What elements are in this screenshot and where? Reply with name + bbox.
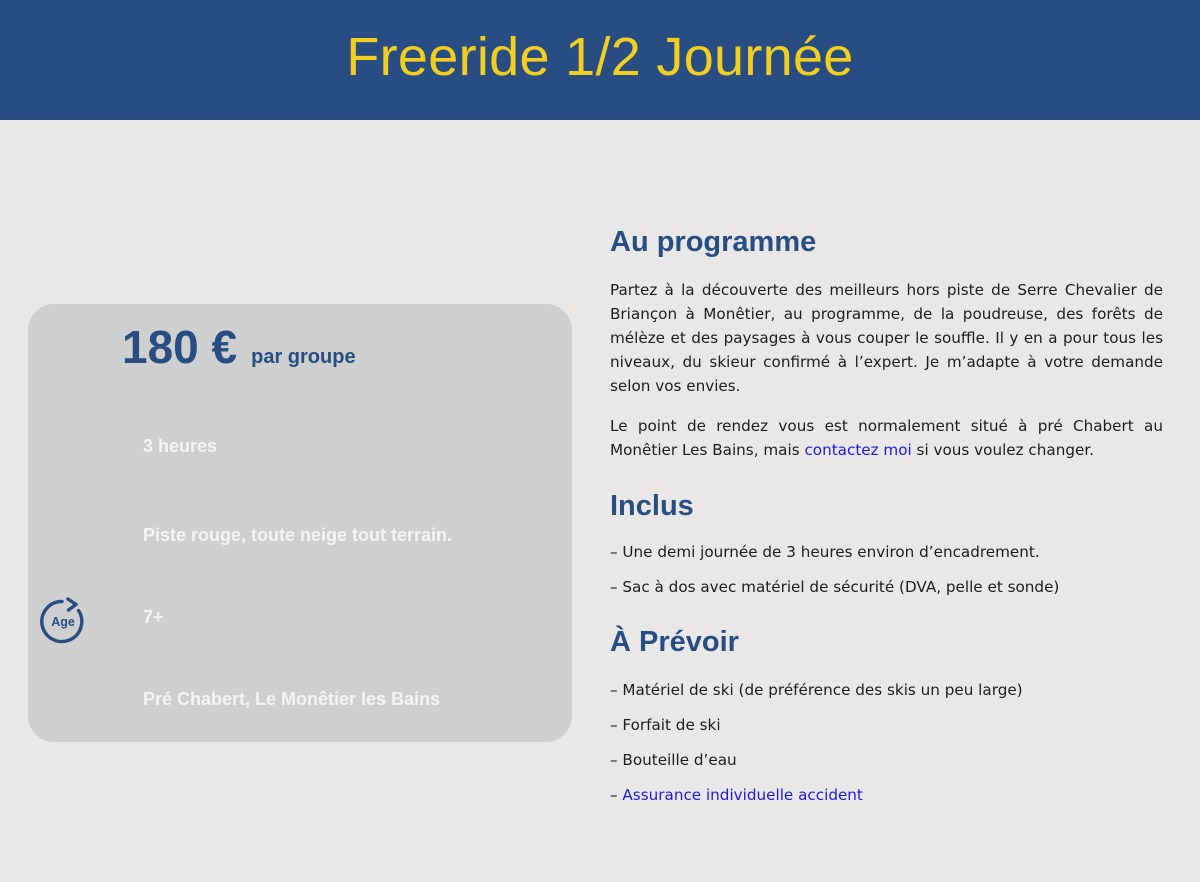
offer-summary-card: [28, 304, 572, 742]
age-icon: [38, 594, 90, 646]
programme-paragraph: Partez à la découverte des meilleurs hors piste de Serre Chevalier de Briançon à Monêtier, au programme, de la poudreuse, des forêts de mélèze et des paysages à vous couper le souffle. Il y en a pour tous les niveaux, du skieur confirmé à l’expert. Je m’adapte à votre demande selon vos envies.: [610, 281, 1163, 395]
programme-heading: Au programme: [610, 226, 817, 258]
prevoir-heading: À Prévoir: [610, 626, 739, 658]
contact-link[interactable]: contactez moi: [804, 441, 912, 459]
inclus-list: [610, 540, 1163, 599]
location-text: Pré Chabert, Le Monêtier les Bains: [143, 689, 441, 709]
price-amount: 180 €: [122, 321, 238, 373]
list-item: [610, 783, 1163, 807]
list-item: – Une demi journée de 3 heures environ d’encadrement.: [610, 543, 1040, 561]
meeting-point-text-end: si vous voulez changer.: [911, 441, 1095, 459]
age-text: 7+: [143, 607, 164, 627]
insurance-link[interactable]: Assurance individuelle accident: [622, 786, 863, 804]
list-item: – Forfait de ski: [610, 716, 721, 734]
price-row: [122, 321, 356, 373]
duration-text: 3 heures: [143, 436, 218, 456]
main-content: [610, 222, 1163, 807]
age-icon-label: Age: [51, 615, 75, 629]
meeting-point-text: Le point de rendez vous est normalement situé à pré Chabert au Monêtier Les Bains, mais: [610, 417, 1163, 459]
list-dash: –: [610, 786, 623, 804]
inclus-heading: Inclus: [610, 490, 694, 522]
list-item: – Matériel de ski (de préférence des skis un peu large): [610, 681, 1023, 699]
level-text: Piste rouge, toute neige tout terrain.: [143, 525, 453, 545]
price-unit: par groupe: [251, 346, 356, 368]
list-item: – Bouteille d’eau: [610, 751, 737, 769]
prevoir-list: [610, 678, 1163, 807]
list-item: – Sac à dos avec matériel de sécurité (DVA, pelle et sonde): [610, 578, 1060, 596]
page-header: [0, 0, 1200, 120]
meeting-point-paragraph: [610, 414, 1163, 462]
page-title: Freeride 1/2 Journée: [346, 27, 854, 87]
